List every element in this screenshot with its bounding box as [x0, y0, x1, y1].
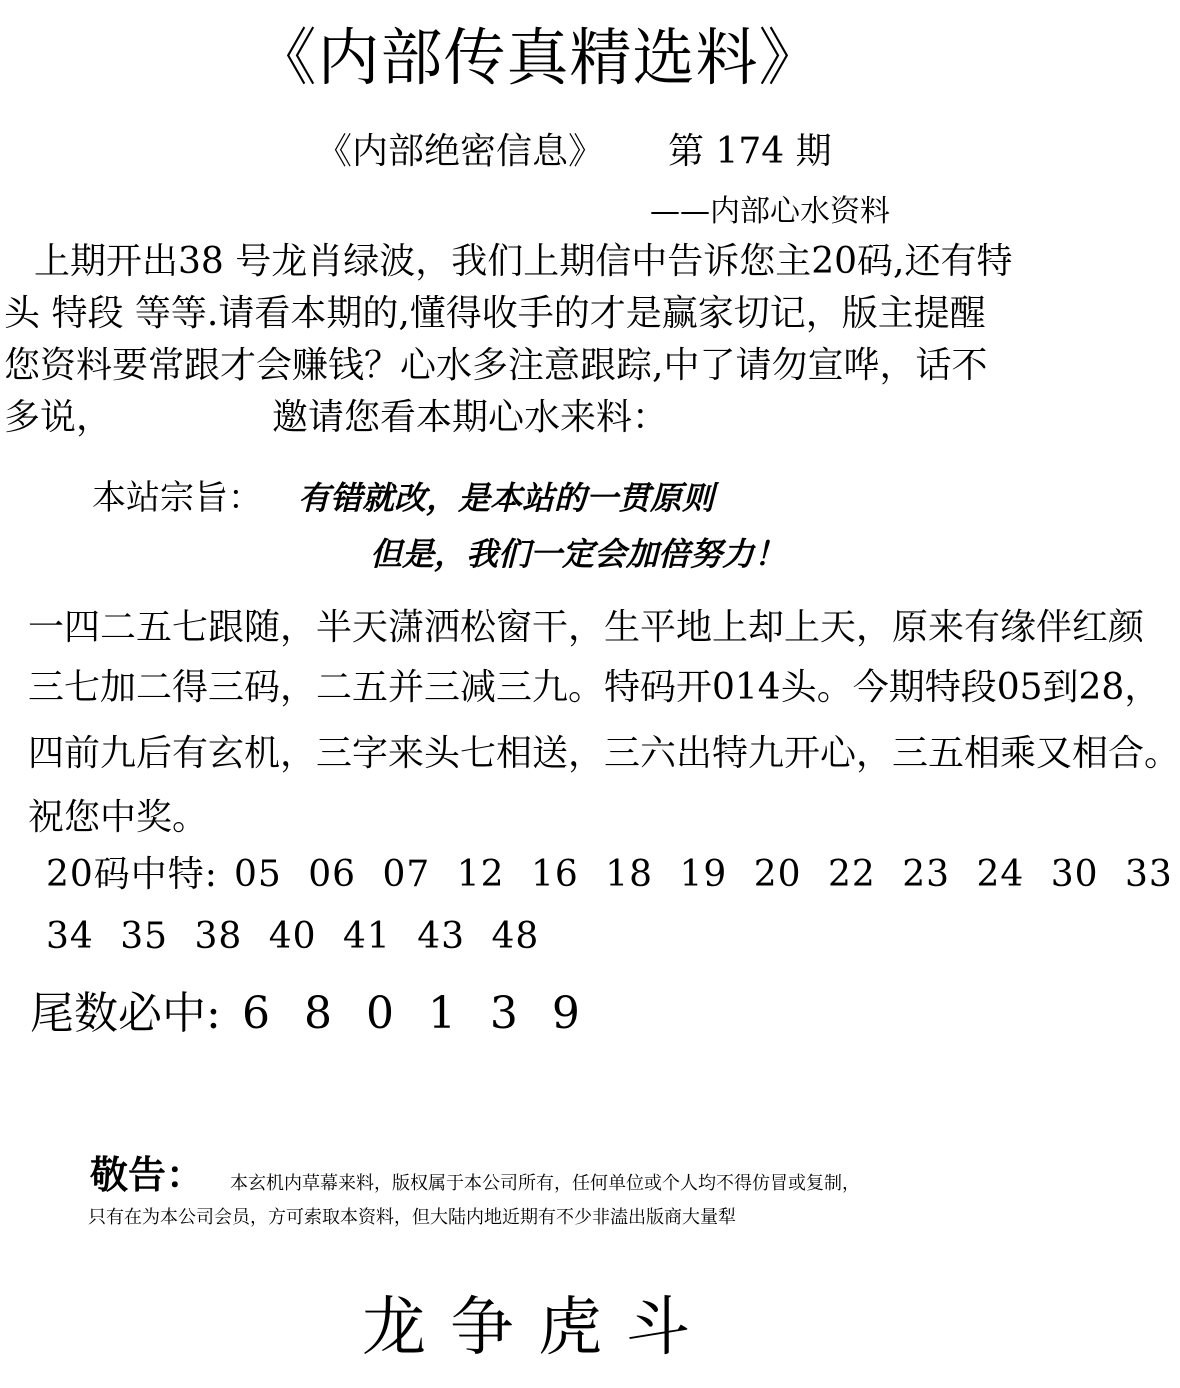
issue-number: 第 174 期 [668, 131, 832, 172]
main-title: 《内部传真精选料》 [254, 21, 822, 94]
intro-line-2: 头 特段 等等.请看本期的,懂得收手的才是赢家切记，版主提醒 [4, 293, 986, 334]
intro-line-3: 您资料要常跟才会赚钱？心水多注意跟踪,中了请勿宣哗，话不 [4, 345, 988, 386]
sub-title: 《内部绝密信息》 [316, 131, 605, 172]
numbers-row-2: 34 35 38 40 41 43 48 [46, 916, 540, 957]
notice-line-1: 本玄机内草幕来料，版权属于本公司所有，任何单位或个人均不得仿冒或复制， [230, 1173, 860, 1194]
notice-label: 敬告： [90, 1152, 205, 1197]
motto-line-1: 有错就改，是本站的一贯原则 [298, 479, 715, 517]
poem-line-4: 祝您中奖。 [28, 797, 209, 838]
intro-line-4: 多说， [4, 397, 113, 438]
tail-label: 尾数必中: [30, 988, 221, 1039]
poem-line-2: 三七加二得三码，二五并三减三九。特码开014头。今期特段05到28， [28, 667, 1161, 708]
source-label: ——内部心水资料 [650, 194, 890, 229]
numbers-label: 20码中特: [46, 854, 218, 895]
notice-line-2: 只有在为本公司会员，方可索取本资料，但大陆内地近期有不少非溘出版商大量犁 [88, 1207, 736, 1228]
motto-label: 本站宗旨： [92, 478, 262, 518]
footer-title: 龙争虎斗 [362, 1291, 714, 1365]
tail-values: 6 8 0 1 3 9 [242, 988, 580, 1039]
motto-line-2: 但是，我们一定会加倍努力！ [370, 535, 787, 573]
poem-line-1: 一四二五七跟随，半天潇洒松窗干，生平地上却上天，原来有缘伴红颜 [28, 607, 1145, 648]
poem-line-3: 四前九后有玄机，三字来头七相送，三六出特九开心，三五相乘又相合。 [28, 733, 1180, 774]
numbers-row-1: 05 06 07 12 16 18 19 20 22 23 24 30 33 [234, 854, 1173, 895]
intro-line-1: 上期开出38 号龙肖绿波，我们上期信中告诉您主20码,还有特 [34, 241, 1013, 282]
intro-invite: 邀请您看本期心水来料： [272, 397, 669, 438]
